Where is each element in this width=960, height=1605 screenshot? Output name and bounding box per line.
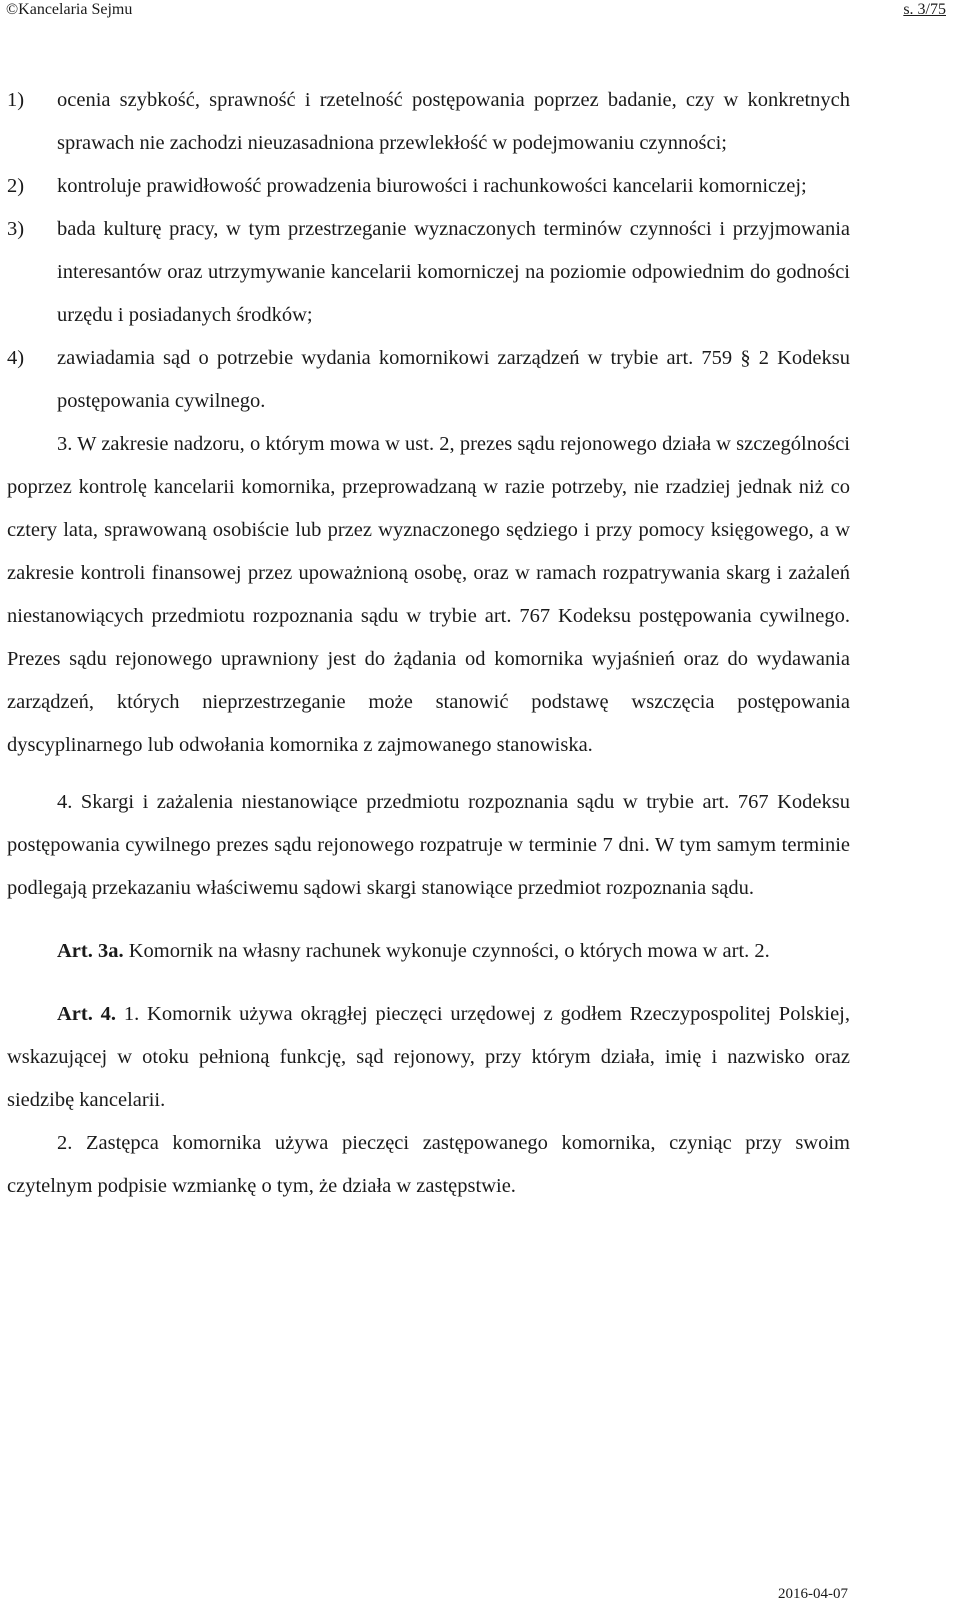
list-item-number: 3)	[7, 218, 25, 240]
article-3a-text: Komornik na własny rachunek wykonuje czynności, o których mowa w art. 2.	[123, 940, 770, 962]
article-4	[7, 993, 850, 1122]
paragraph-4: 4. Skargi i zażalenia niestanowiące przedmiotu rozpoznania sądu w trybie art. 767 Kodeksu postępowania cywilnego prezes sądu rejonowego rozpatruje w terminie 7 dni. W tym samym terminie podlegają przekazaniu właściwemu sądowi skargi stanowiące przedmiot rozpoznania sądu.	[7, 791, 850, 899]
document-body	[7, 79, 850, 1208]
article-3a-label: Art. 3a.	[57, 940, 124, 962]
list-item	[7, 79, 850, 165]
list-item-text: kontroluje prawidłowość prowadzenia biurowości i rachunkowości kancelarii komorniczej;	[57, 175, 807, 197]
list-item-number: 4)	[7, 347, 25, 369]
footer-date: 2016-04-07	[778, 1586, 848, 1602]
page-number: s. 3/75	[903, 1, 946, 18]
page-header	[6, 0, 946, 20]
article-4-paragraph-2: 2. Zastępca komornika używa pieczęci zastępowanego komornika, czyniąc przy swoim czytelnym podpisie wzmiankę o tym, że działa w zastępstwie.	[7, 1132, 850, 1197]
list-item-text: ocenia szybkość, sprawność i rzetelność postępowania poprzez badanie, czy w konkretnych sprawach nie zachodzi nieuzasadniona przewlekłość w podejmowaniu czynności;	[57, 89, 850, 154]
list-item-number: 2)	[7, 175, 25, 197]
header-source: ©Kancelaria Sejmu	[6, 1, 133, 18]
list-item	[7, 208, 850, 337]
list-item-number: 1)	[7, 89, 25, 111]
list-item	[7, 337, 850, 423]
list-item	[7, 165, 850, 208]
paragraph-3: 3. W zakresie nadzoru, o którym mowa w ust. 2, prezes sądu rejonowego działa w szczególności poprzez kontrolę kancelarii komornika, przeprowadzaną w razie potrzeby, nie rzadziej jednak niż co cztery lata, sprawowaną osobiście lub przez wyznaczonego sędziego i przy pomocy księgowego, a w zakresie kontroli finansowej przez upoważnioną osobę, oraz w ramach rozpatrywania skarg i zażaleń niestanowiących przedmiotu rozpoznania sądu w trybie art. 767 Kodeksu postępowania cywilnego. Prezes sądu rejonowego uprawniony jest do żądania od komornika wyjaśnień oraz do wydawania zarządzeń, których nieprzestrzeganie może stanowić podstawę wszczęcia postępowania dyscyplinarnego lub odwołania komornika z zajmowanego stanowiska.	[7, 433, 850, 756]
article-3a	[7, 930, 850, 973]
list-item-text: zawiadamia sąd o potrzebie wydania komornikowi zarządzeń w trybie art. 759 § 2 Kodeksu postępowania cywilnego.	[57, 347, 850, 412]
article-4-label: Art. 4.	[57, 1003, 117, 1025]
article-4-text: 1. Komornik używa okrągłej pieczęci urzędowej z godłem Rzeczypospolitej Polskiej, wskazującej w otoku pełnioną funkcję, sąd rejonowy, przy którym działa, imię i nazwisko oraz siedzibę kancelarii.	[7, 1003, 850, 1111]
list-item-text: bada kulturę pracy, w tym przestrzeganie wyznaczonych terminów czynności i przyjmowania interesantów oraz utrzymywanie kancelarii komorniczej na poziomie odpowiednim do godności urzędu i posiadanych środków;	[57, 218, 850, 326]
